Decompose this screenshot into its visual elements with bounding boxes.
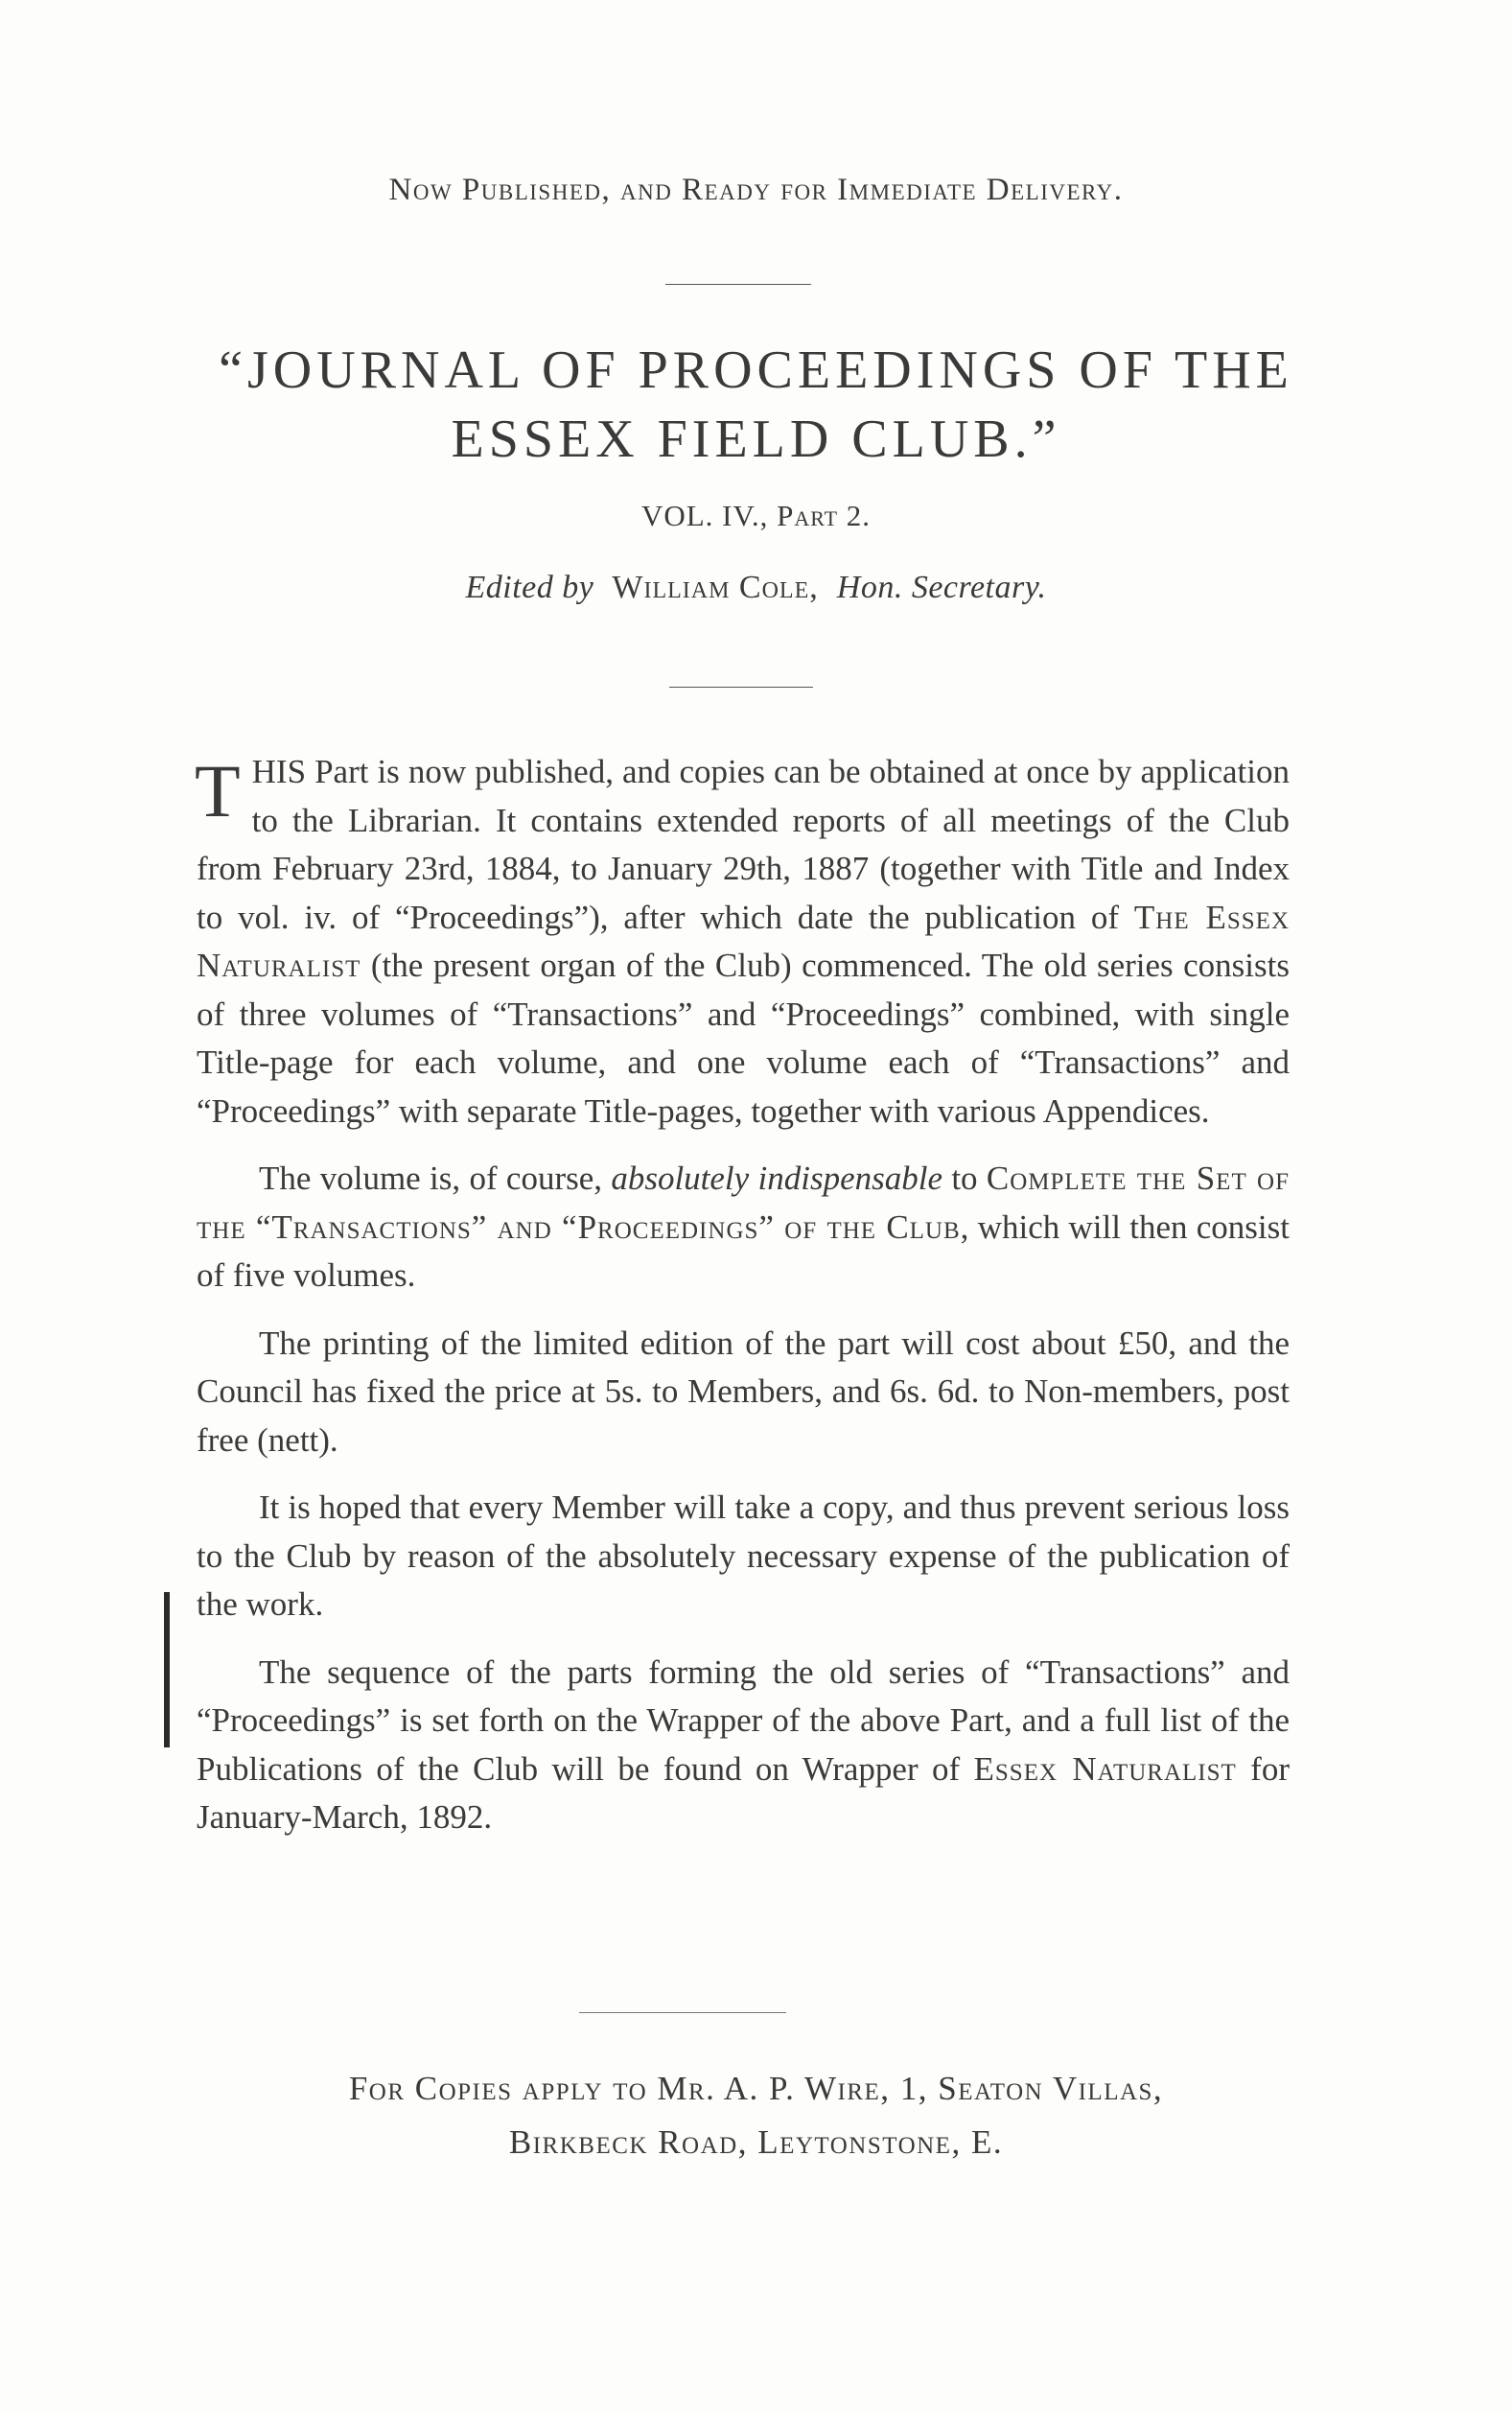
contact-line-2: Birkbeck Road, Leytonstone, E. — [508, 2123, 1004, 2161]
paragraph-2-smallcaps: Complete the Set of the “Transactions” and “Proceedings” of the Club — [197, 1160, 1290, 1246]
paragraph-2-text-a: The volume is, of course, — [259, 1160, 612, 1197]
divider-rule-top — [665, 284, 811, 285]
paragraph-4: It is hoped that every Member will take a copy, and thus prevent serious loss to the Club by reason of the absolutely necessary expense of the publication of the work. — [197, 1488, 1290, 1623]
journal-title-line-2: ESSEX FIELD CLUB.” — [451, 410, 1061, 469]
paragraph-3: The printing of the limited edition of the part will cost about £50, and the Council has fixed the price at 5s. to Members, and 6s. 6d. to Non-members, post free (nett). — [197, 1324, 1290, 1459]
margin-marker-bar — [164, 1592, 170, 1747]
body-text — [197, 748, 1290, 1862]
edited-by-label: Edited by — [465, 570, 594, 605]
divider-rule-middle — [669, 687, 813, 688]
editor-name: William Cole, — [612, 570, 819, 605]
drop-cap: T — [195, 749, 241, 832]
journal-title-line-1: “JOURNAL OF PROCEEDINGS OF THE — [219, 340, 1293, 400]
volume-part-label — [0, 499, 1512, 533]
essex-naturalist-ref-2: Essex Naturalist — [973, 1749, 1237, 1788]
paragraph-2 — [197, 1155, 1290, 1301]
essex-naturalist-ref-1: The Essex Naturalist — [197, 898, 1291, 984]
paragraph-1-text-a: HIS Part is now published, and copies can be obtained at once by application to the Librarian. It contains extended reports of all meetings of the Club from February 23rd, 1884, to January 29th, 1887 (together with Title and Index to vol. iv. of “Proceedings”), after which date the publication of — [197, 753, 1290, 936]
paragraph-1-text-c: (the present organ of the Club) commenced. The old series consists of three volumes of “Transactions” and “Proceedings” combined, with single Title-page for each volume, and one volume each of “Transactions” and “Proceedings” with separate Title-pages, together with various Appendices. — [197, 947, 1290, 1130]
paragraph-5-text-c: for January-March, 1892. — [197, 1749, 1290, 1836]
paragraph-2-emphasis: absolutely indispensable — [611, 1160, 942, 1197]
contact-block — [0, 2062, 1512, 2169]
divider-rule-bottom — [579, 2012, 786, 2013]
editor-role: Hon. Secretary. — [836, 570, 1047, 605]
journal-title — [144, 336, 1368, 474]
paragraph-2-text-e: , which will then consist of five volumes. — [197, 1207, 1290, 1294]
publication-notice: Now Published, and Ready for Immediate Delivery. — [388, 173, 1124, 207]
contact-line-1: For Copies apply to Mr. A. P. Wire, 1, Seaton Villas, — [348, 2070, 1164, 2107]
paragraph-5-text-a: The sequence of the parts forming the old series of “Transactions” and “Proceedings” is set forth on the Wrapper of the above Part, and a full list of the Publications of the Club will be found on Wrapper of — [197, 1652, 1290, 1788]
paragraph-1 — [197, 748, 1290, 1136]
volume-label: VOL. IV., Part 2. — [640, 499, 872, 532]
paragraph-5 — [197, 1649, 1290, 1842]
editor-line — [0, 570, 1512, 606]
paragraph-2-text-c: to — [942, 1160, 987, 1197]
